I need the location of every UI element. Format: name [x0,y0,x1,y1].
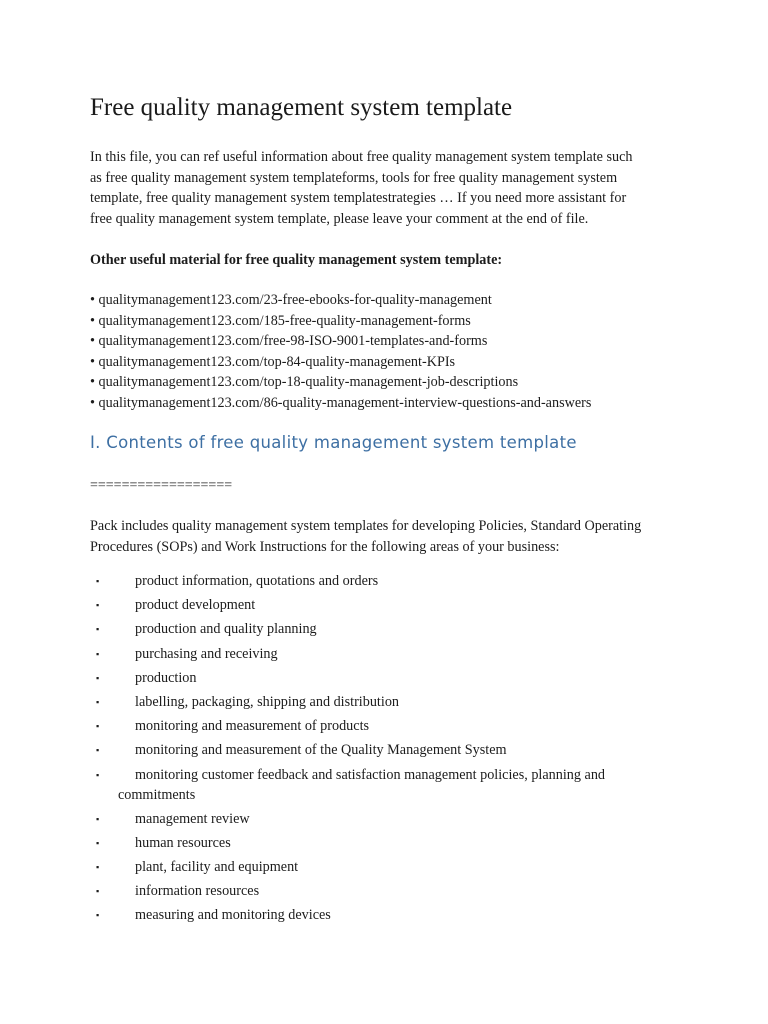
list-item-text: labelling, packaging, shipping and distribution [135,693,400,710]
square-bullet-icon: ▪ [96,813,100,824]
list-item [90,881,690,905]
section-heading-contents: I. Contents of free quality management system template [90,433,577,452]
square-bullet-icon: ▪ [96,624,100,635]
pack-line: Pack includes quality management system templates for developing Policies, Standard Operating [90,518,642,534]
list-item-text: monitoring and measurement of the Quality Management System [135,742,507,759]
resource-link[interactable]: • qualitymanagement123.com/23-free-ebooks-for-quality-management [90,292,492,308]
square-bullet-icon: ▪ [96,648,100,659]
list-item-continuation: commitments [118,786,196,803]
list-item [90,668,690,692]
square-bullet-icon: ▪ [96,837,100,848]
business-areas-list [90,571,690,929]
square-bullet-icon: ▪ [96,861,100,872]
list-item-text-line: monitoring customer feedback and satisfaction management policies, planning and [135,766,606,783]
list-item-text [90,765,635,805]
list-item [90,833,690,857]
list-item-text: production [135,669,197,686]
separator-line: ================== [90,478,233,493]
intro-line: In this file, you can ref useful information about free quality management system template such [90,149,633,165]
square-bullet-icon: ▪ [96,696,100,707]
square-bullet-icon: ▪ [96,576,100,586]
square-bullet-icon: ▪ [96,672,100,683]
list-item [90,740,690,764]
list-item [90,692,690,716]
resource-link[interactable]: • qualitymanagement123.com/top-84-quality-management-KPIs [90,353,456,370]
list-item-text: production and quality planning [135,621,317,638]
list-item-text: information resources [135,883,260,900]
resource-link[interactable]: • qualitymanagement123.com/86-quality-management-interview-questions-and-answers [90,394,592,411]
list-item [90,595,690,619]
resource-link[interactable]: • qualitymanagement123.com/185-free-quality-management-forms [90,312,471,329]
square-bullet-icon: ▪ [96,910,100,921]
list-item [90,716,690,740]
intro-line: template, free quality management system templatestrategies … If you need more assistant for [90,190,627,206]
intro-line: free quality management system template, please leave your comment at the end of file. [90,210,589,227]
square-bullet-icon: ▪ [96,886,100,897]
resource-link[interactable]: • qualitymanagement123.com/free-98-ISO-9001-templates-and-forms [90,333,488,350]
list-item [90,571,690,595]
list-item-text: measuring and monitoring devices [135,907,331,924]
resource-link-list [90,290,591,414]
document-title: Free quality management system template [90,94,513,121]
intro-line: as free quality management system templateforms, tools for free quality management system [90,169,618,186]
list-item-text: purchasing and receiving [135,645,278,662]
list-item-text: monitoring and measurement of products [135,718,370,735]
square-bullet-icon: ▪ [96,769,100,780]
square-bullet-icon: ▪ [96,721,100,732]
square-bullet-icon: ▪ [96,745,100,756]
pack-line: Procedures (SOPs) and Work Instructions for the following areas of your business: [90,538,560,555]
list-item-text: human resources [135,834,231,851]
pack-paragraph [90,516,690,557]
intro-paragraph [90,147,690,229]
list-item [90,857,690,881]
list-item-text: plant, facility and equipment [135,858,299,875]
list-item [90,905,690,929]
list-item [90,619,690,643]
other-material-heading: Other useful material for free quality management system template: [90,252,503,268]
list-item [90,644,690,668]
list-item-text: product development [135,597,256,614]
resource-link[interactable]: • qualitymanagement123.com/top-18-quality-management-job-descriptions [90,374,519,391]
square-bullet-icon: ▪ [96,600,100,611]
list-item-text: management review [135,810,250,827]
list-item [90,765,690,809]
list-item-text: product information, quotations and orders [135,573,379,589]
list-item [90,809,690,833]
